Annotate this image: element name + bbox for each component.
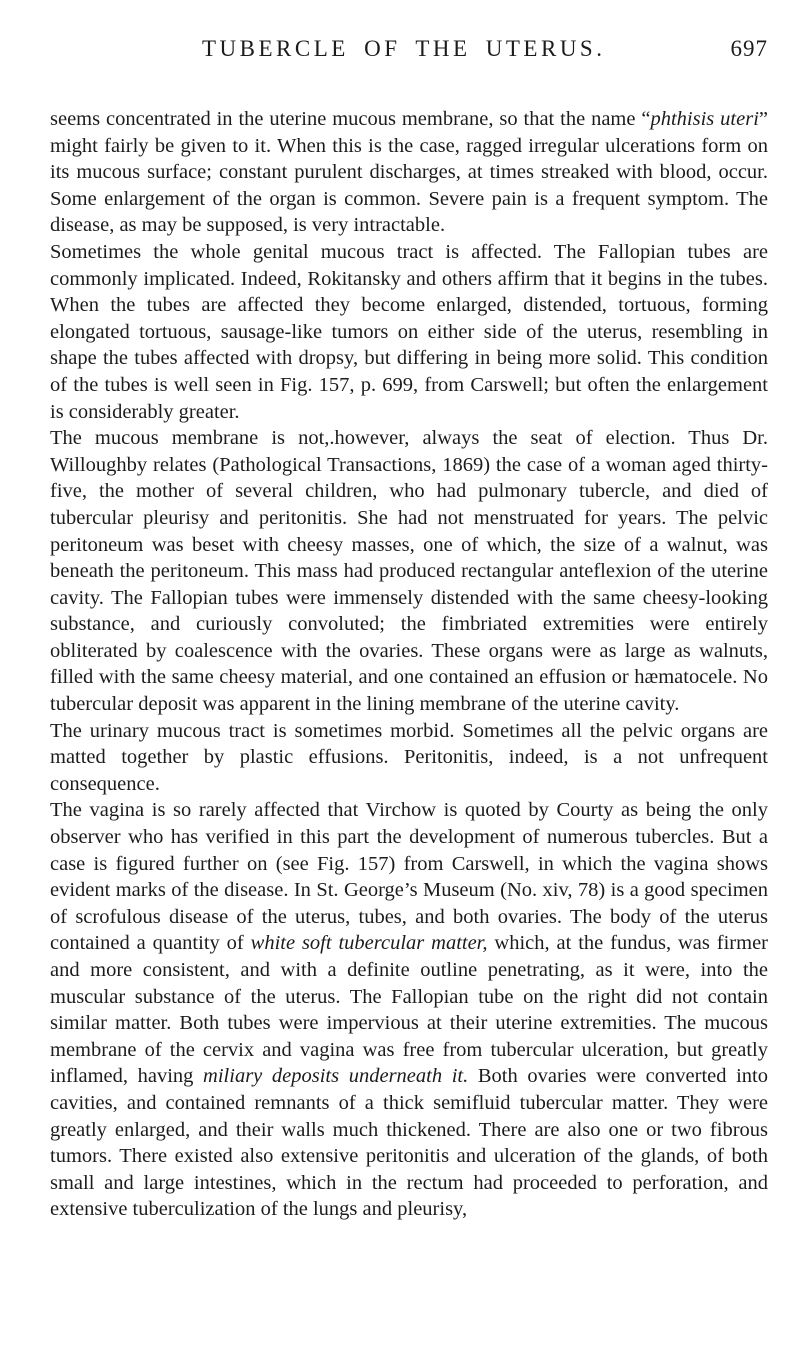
paragraph-1-post: ” might fairly be given to it. When this is the case, ragged irregular ulcerations form on its mucous surface; constant purulent discharges, at times streaked with blood, occur. Some enlargement of the organ is common. Severe pain is a frequent symptom. The disease, as may be supposed, is very intractable. — [50, 108, 768, 237]
body-text — [50, 106, 768, 1223]
paragraph-5-italic-2: miliary deposits underneath it. — [203, 1065, 469, 1088]
paragraph-5-mid: which, at the fundus, was firmer and more consistent, and with a definite outline penetrating, as it were, into the muscular substance of the uterus. The Fallopian tube on the right did not contain similar matter. Both tubes were impervious at their uterine extremities. The mucous membrane of the cervix and vagina was free from tubercular ulceration, but greatly inflamed, having — [50, 932, 768, 1088]
paragraph-1 — [50, 106, 768, 239]
paragraph-5-pre: The vagina is so rarely affected that Virchow is quoted by Courty as being the only observer who has verified in this part the development of numerous tubercles. But a case is figured further on (see Fig. 157) from Carswell, in which the vagina shows evident marks of the disease. In St. George’s Museum (No. xiv, 78) is a good specimen of scrofulous disease of the uterus, tubes, and both ovaries. The body of the uterus contained a quantity of — [50, 799, 768, 955]
paragraph-1-pre: seems concentrated in the uterine mucous membrane, so that the name “ — [50, 108, 651, 130]
paragraph-2: Sometimes the whole genital mucous tract is affected. The Fallopian tubes are commonly implicated. Indeed, Rokitansky and others affirm that it begins in the tubes. When the tubes are affected they become enlarged, distended, tortuous, forming elongated tortuous, sausage-like tumors on either side of the uterus, resembling in shape the tubes affected with dropsy, but differing in being more solid. This condition of the tubes is well seen in Fig. 157, p. 699, from Carswell; but often the enlargement is considerably greater. — [50, 240, 768, 423]
paragraph-1-italic: phthisis uteri — [650, 108, 759, 130]
paragraph-5 — [50, 797, 768, 1223]
page-number: 697 — [730, 36, 768, 61]
document-page — [50, 36, 768, 1223]
paragraph-5-post: Both ovaries were converted into cavities, and contained remnants of a thick semifluid tubercular matter. They were greatly enlarged, and their walls much thickened. There are also one or two fibrous tumors. There existed also extensive peritonitis and ulceration of the glands, of both small and large intestines, which in the rectum had proceeded to perforation, and extensive tuberculization of the lungs and pleurisy, — [50, 1065, 769, 1221]
running-title: TUBERCLE OF THE UTERUS. — [202, 36, 606, 61]
paragraph-3: The mucous membrane is not,.however, always the seat of election. Thus Dr. Willoughby relates (Pathological Transactions, 1869) the case of a woman aged thirty-five, the mother of several children, who had pulmonary tubercle, and died of tubercular pleurisy and peritonitis. She had not menstruated for years. The pelvic peritoneum was beset with cheesy masses, one of which, the size of a walnut, was beneath the peritoneum. This mass had produced rectangular anteflexion of the uterine cavity. The Fallopian tubes were immensely distended with the same cheesy-looking substance, and curiously convoluted; the fimbriated extremities were entirely obliterated by coalescence with the ovaries. These organs were as large as walnuts, filled with the same cheesy material, and one contained an effusion or hæmatocele. No tubercular deposit was apparent in the lining membrane of the uterine cavity. — [50, 427, 768, 716]
running-head — [50, 36, 768, 68]
paragraph-4: The urinary mucous tract is sometimes morbid. Sometimes all the pelvic organs are matted together by plastic effusions. Peritonitis, indeed, is a not unfrequent consequence. — [50, 719, 768, 795]
paragraph-5-italic-1: white soft tubercular matter, — [250, 932, 488, 955]
